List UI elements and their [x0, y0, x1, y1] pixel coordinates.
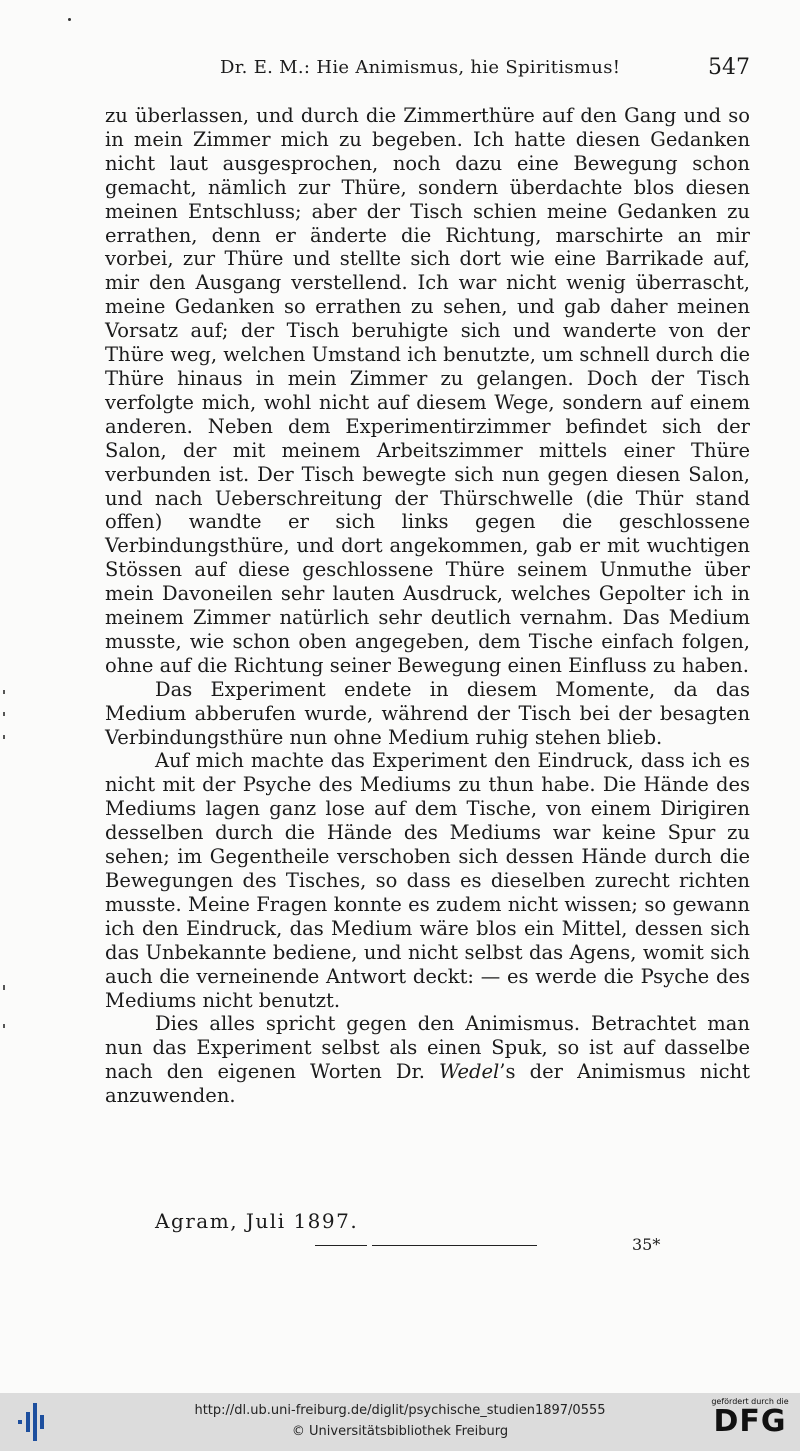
running-title: Dr. E. M.: Hie Animismus, hie Spiritismus! [220, 57, 621, 78]
page-number: 547 [708, 55, 750, 80]
paragraph-4 [105, 1012, 750, 1108]
copyright-notice: © Universitätsbibliothek Freiburg [291, 1424, 509, 1439]
divider-long [372, 1245, 537, 1246]
footer-bar [0, 1393, 800, 1451]
paragraph-1: zu überlassen, und durch die Zimmerthüre auf den Gang und so in mein Zimmer mich zu begeben. Ich hatte diesen Gedanken nicht laut ausgesprochen, noch dazu eine Bewegung schon gemacht, nämlich zur Thüre, sondern überdachte blos diesen meinen Entschluss; aber der Tisch schien meine Gedanken zu errathen, denn er änderte die Richtung, marschirte an mir vorbei, zur Thüre und stellte sich dort wie eine Barrikade auf, mir den Ausgang verstellend. Ich war nicht wenig überrascht, meine Gedanken so errathen zu sehen, und gab daher meinen Vorsatz auf; der Tisch beruhigte sich und wanderte von der Thüre weg, welchen Umstand ich benutzte, um schnell durch die Thüre hinaus in mein Zimmer zu gelangen. Doch der Tisch verfolgte mich, wohl nicht auf diesem Wege, sondern auf einem anderen. Neben dem Experimentirzimmer befindet sich der Salon, der mit meinem Arbeitszimmer mittels einer Thüre verbunden ist. Der Tisch bewegte sich nun gegen diesen Salon, und nach Ueberschreitung der Thürschwelle (die Thür stand offen) wandte er sich links gegen die geschlossene Verbindungsthüre, und dort angekommen, gab er mit wuchtigen Stössen auf diese geschlossene Thüre seinem Unmuthe über mein Davoneilen sehr lauten Ausdruck, welches Gepolter ich in meinem Zimmer natürlich sehr deutlich vernahm. Das Medium musste, wie schon oben angegeben, dem Tische einfach folgen, ohne auf die Richtung seiner Bewegung einen Einfluss zu haben. [105, 104, 750, 677]
permalink-url[interactable]: http://dl.ub.uni-freiburg.de/diglit/psychische_studien1897/0555 [194, 1403, 606, 1418]
paragraph-4-text-a: Dies alles spricht gegen den Animismus. Betrachtet man nun das Experiment selbst als einen Spuk, so ist auf dasselbe nach den eigenen Worten Dr. [105, 1012, 750, 1084]
margin-mark [3, 1024, 5, 1028]
dfg-logo [708, 1397, 792, 1438]
dfg-mark: DFG [713, 1404, 787, 1439]
paragraph-4-text-b: ’s der Animismus nicht anzuwenden. [105, 1060, 750, 1108]
margin-mark [3, 690, 5, 694]
author-name-wedel: Wedel [439, 1060, 500, 1084]
body-text [105, 104, 750, 1108]
place-date-signoff: Agram, Juli 1897. [155, 1209, 359, 1233]
divider-short [315, 1245, 367, 1246]
margin-mark [3, 985, 5, 990]
paragraph-3: Auf mich machte das Experiment den Eindruck, dass ich es nicht mit der Psyche des Mediums zu thun habe. Die Hände des Mediums lagen ganz lose auf dem Tische, von einem Dirigiren desselben durch die Hände des Mediums war keine Spur zu sehen; im Gegentheile verschoben sich dessen Hände durch die Bewegungen des Tisches, so dass es dieselben zurecht richten musste. Meine Fragen konnte es zudem nicht wissen; so gewann ich den Eindruck, das Medium wäre blos ein Mittel, dessen sich das Unbekannte bediene, und nicht selbst das Agens, womit sich auch die verneinende Antwort deckt: — es werde die Psyche des Mediums nicht benutzt. [105, 749, 750, 1012]
signature-mark: 35* [632, 1235, 661, 1254]
paragraph-2: Das Experiment endete in diesem Momente, da das Medium abberufen wurde, während der Tisch bei der besagten Verbindungsthüre nun ohne Medium ruhig stehen blieb. [105, 677, 750, 749]
margin-mark [3, 735, 5, 739]
corner-dot [68, 18, 71, 21]
dfg-caption: gefördert durch die [711, 1397, 789, 1406]
margin-mark [3, 712, 5, 716]
running-header [105, 55, 750, 85]
